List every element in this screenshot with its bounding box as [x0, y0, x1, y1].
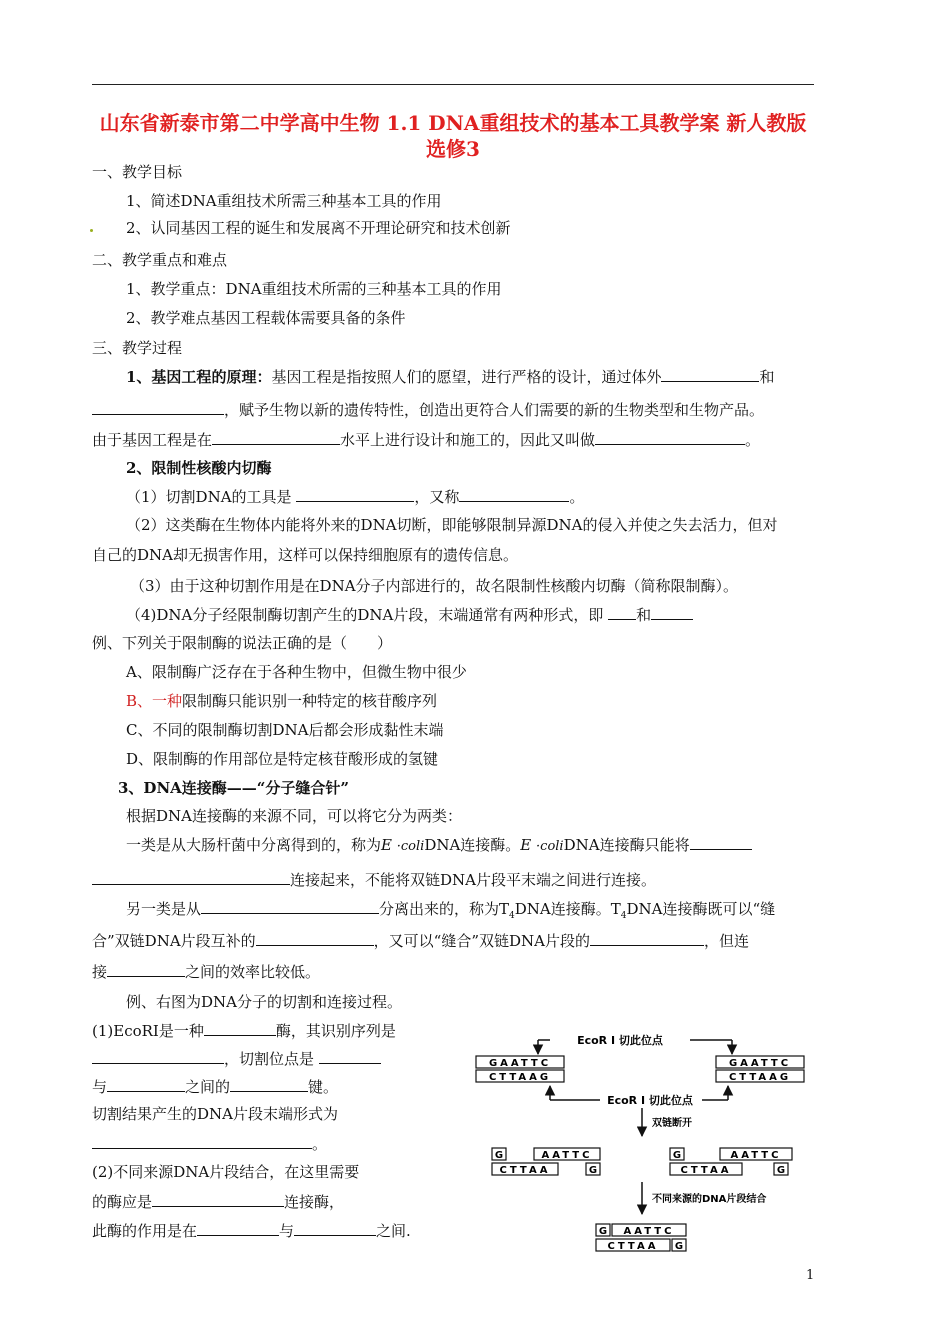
base-g: G: [674, 1241, 684, 1252]
paragraph-line: [92, 869, 656, 890]
paragraph-line: [126, 604, 693, 625]
section-heading: 二、教学重点和难点: [92, 251, 228, 269]
bottom-strand-sequence: CTTAAG: [488, 1072, 552, 1083]
text: 分离出来的，称为T: [379, 900, 510, 918]
fill-blank[interactable]: [294, 1220, 376, 1236]
text: ，切割位点是: [224, 1050, 315, 1068]
fill-blank[interactable]: [230, 1076, 308, 1092]
fill-blank[interactable]: [204, 1020, 276, 1036]
option-a: A、限制酶广泛存在于各种生物中，但微生物中很少: [126, 663, 467, 681]
text: 之间的: [185, 1078, 231, 1096]
text: 。: [312, 1135, 328, 1153]
text: 。: [569, 488, 585, 506]
base-g: G: [588, 1165, 598, 1176]
text: ，又称: [414, 488, 460, 506]
text: 与: [92, 1078, 108, 1096]
question-line: (2)不同来源DNA片段结合，在这里需要: [92, 1163, 360, 1181]
text: 接: [92, 963, 108, 981]
text: 此酶的作用是在: [92, 1222, 198, 1240]
fill-blank[interactable]: [212, 429, 340, 445]
paragraph-line: （3）由于这种切割作用是在DNA分子内部进行的，故名限制性核酸内切酶（简称限制酶）。: [130, 577, 739, 595]
document-title: 山东省新泰市第二中学高中生物 1.1 DNA重组技术的基本工具教学案 新人教版选修3: [99, 111, 807, 161]
base-g: G: [598, 1226, 608, 1237]
text: 和: [759, 368, 775, 386]
fill-blank[interactable]: [152, 1191, 284, 1207]
fill-blank[interactable]: [107, 1076, 185, 1092]
base-g: G: [494, 1150, 504, 1161]
step-label: 不同来源的DNA片段结合: [652, 1194, 767, 1205]
fill-blank[interactable]: [661, 366, 759, 382]
paragraph-line: 根据DNA连接酶的来源不同，可以将它分为两类：: [126, 807, 462, 825]
figure-label: EcoR Ⅰ 切此位点: [607, 1094, 693, 1107]
header-rule: [92, 84, 814, 85]
text: 和: [636, 606, 652, 624]
sticky-sequence: AATTC: [541, 1150, 593, 1161]
text: 酶，其识别序列是: [275, 1022, 396, 1040]
text: 水平上进行设计和施工的，因此又叫做: [340, 431, 596, 449]
sticky-sequence: CTTAA: [680, 1165, 732, 1176]
scan-speck: [90, 229, 93, 232]
text: 键。: [308, 1078, 339, 1096]
top-strand-sequence: GAATTC: [488, 1058, 552, 1069]
bottom-strand-sequence: CTTAAG: [728, 1072, 792, 1083]
fill-blank[interactable]: [92, 1048, 224, 1064]
ecoli-e: E: [520, 836, 532, 854]
fill-blank[interactable]: [201, 898, 379, 914]
paragraph-line: [126, 898, 775, 926]
question-line: [92, 1191, 344, 1212]
text: DNA连接酶。: [424, 836, 521, 854]
page-number: 1: [806, 1268, 815, 1283]
fill-blank[interactable]: [197, 1220, 279, 1236]
text: 之间.: [376, 1222, 411, 1240]
key-point-item: 2、教学难点基因工程载体需要具备的条件: [126, 309, 406, 327]
text: ，但连: [703, 932, 749, 950]
section-heading: 三、教学过程: [92, 339, 183, 357]
recombinant-dna: [596, 1224, 686, 1252]
fill-blank[interactable]: [590, 930, 704, 946]
cut-site-label-top: [538, 1033, 732, 1054]
question-line: [92, 1048, 381, 1069]
sticky-sequence: CTTAA: [499, 1165, 551, 1176]
text: ，又可以“缝合”双链DNA片段的: [373, 932, 590, 950]
step-label: 双链断开: [652, 1118, 692, 1129]
ecoli-name: ·coli: [536, 839, 564, 854]
text: 与: [279, 1222, 295, 1240]
ecori-cut-ligation-diagram: [470, 1028, 820, 1254]
paragraph-line: [92, 961, 320, 982]
top-strand-sequence: GAATTC: [728, 1058, 792, 1069]
paragraph-line: [126, 486, 584, 507]
example-intro: 例、右图为DNA分子的切割和连接过程。: [126, 993, 402, 1011]
text: 另一类是从: [126, 900, 202, 918]
text: (1)EcoRI是一种: [92, 1022, 204, 1040]
paragraph-line: [126, 834, 752, 857]
fill-blank[interactable]: [651, 604, 693, 620]
sticky-sequence: AATTC: [623, 1226, 675, 1237]
text: 连接起来，不能将双链DNA片段平末端之间进行连接。: [290, 871, 656, 889]
question-line: 切割结果产生的DNA片段末端形式为: [92, 1105, 338, 1123]
fill-blank[interactable]: [92, 1133, 312, 1149]
fill-blank[interactable]: [690, 834, 752, 850]
ecoli-name: ·coli: [396, 839, 425, 854]
fill-blank[interactable]: [256, 930, 374, 946]
ecoli-e: E: [381, 836, 392, 854]
fill-blank[interactable]: [595, 429, 745, 445]
option-b: [126, 691, 437, 711]
text: DNA连接酶。T: [514, 900, 621, 918]
question-line: [92, 1220, 411, 1241]
example-question: 例、下列关于限制酶的说法正确的是（ ）: [92, 634, 393, 652]
dna-double-strand: [476, 1056, 564, 1083]
base-g: G: [776, 1165, 786, 1176]
text: 合”双链DNA片段互补的: [92, 932, 256, 950]
text: ，赋予生物以新的遗传特性，创造出更符合人们需要的新的生物类型和生物产品。: [224, 401, 765, 419]
paragraph-label: 1、基因工程的原理：: [126, 368, 272, 386]
option-d: D、限制酶的作用部位是特定核苷酸形成的氢键: [126, 750, 439, 768]
text: 限制酶只能识别一种特定的核苷酸序列: [182, 692, 438, 710]
question-line: [92, 1020, 396, 1041]
section-heading: 一、教学目标: [92, 163, 183, 181]
sticky-sequence: AATTC: [730, 1150, 782, 1161]
text: DNA连接酶只能将: [563, 836, 690, 854]
question-line: [92, 1133, 327, 1154]
subscript: 4: [509, 911, 515, 921]
key-point-item: 1、教学重点：DNA重组技术所需的三种基本工具的作用: [126, 280, 502, 298]
fill-blank[interactable]: [319, 1048, 381, 1064]
paragraph-line: （2）这类酶在生物体内能将外来的DNA切断，即能够限制异源DNA的侵入并使之失去活力，但对: [126, 516, 778, 534]
subsection-heading: 2、限制性核酸内切酶: [126, 459, 272, 477]
subsection-heading: 3、DNA连接酶——“分子缝合针”: [118, 779, 350, 797]
figure-label: EcoR Ⅰ 切此位点: [577, 1034, 663, 1047]
paragraph-line: [92, 429, 760, 450]
text: （1）切割DNA的工具是: [126, 488, 292, 506]
text: DNA连接酶既可以“缝: [626, 900, 776, 918]
text: （4)DNA分子经限制酶切割产生的DNA片段，末端通常有两种形式，即: [126, 606, 604, 624]
objective-item: 2、认同基因工程的诞生和发展离不开理论研究和技术创新: [126, 219, 511, 237]
text: 由于基因工程是在: [92, 431, 213, 449]
fill-blank[interactable]: [296, 486, 414, 502]
text: 一类是从大肠杆菌中分离得到的，称为: [126, 836, 382, 854]
sticky-end-fragments: [492, 1148, 600, 1176]
paragraph-line: [92, 930, 749, 951]
text: 基因工程是指按照人们的愿望，进行严格的设计，通过体外: [271, 368, 662, 386]
text: 之间的效率比较低。: [185, 963, 321, 981]
fill-blank[interactable]: [107, 961, 185, 977]
cut-site-label-bottom: [550, 1086, 728, 1107]
answer-highlight: B、一种: [126, 692, 183, 710]
sticky-end-fragments: [670, 1148, 792, 1176]
paragraph-line: [92, 399, 764, 420]
base-g: G: [672, 1150, 682, 1161]
fill-blank[interactable]: [459, 486, 569, 502]
fill-blank[interactable]: [92, 399, 224, 415]
paragraph-line: [126, 366, 774, 387]
sticky-sequence: CTTAA: [607, 1241, 659, 1252]
objective-item: 1、简述DNA重组技术所需三种基本工具的作用: [126, 192, 442, 210]
question-line: [92, 1076, 338, 1097]
fill-blank[interactable]: [608, 604, 636, 620]
text: 。: [745, 431, 761, 449]
fill-blank[interactable]: [92, 869, 290, 885]
subscript: 4: [620, 911, 627, 921]
text: 的酶应是: [92, 1193, 153, 1211]
paragraph-line: 自己的DNA却无损害作用，这样可以保持细胞原有的遗传信息。: [92, 546, 518, 564]
text: 连接酶，: [284, 1193, 345, 1211]
option-c: C、不同的限制酶切割DNA后都会形成黏性末端: [126, 721, 444, 739]
dna-double-strand: [716, 1056, 804, 1083]
